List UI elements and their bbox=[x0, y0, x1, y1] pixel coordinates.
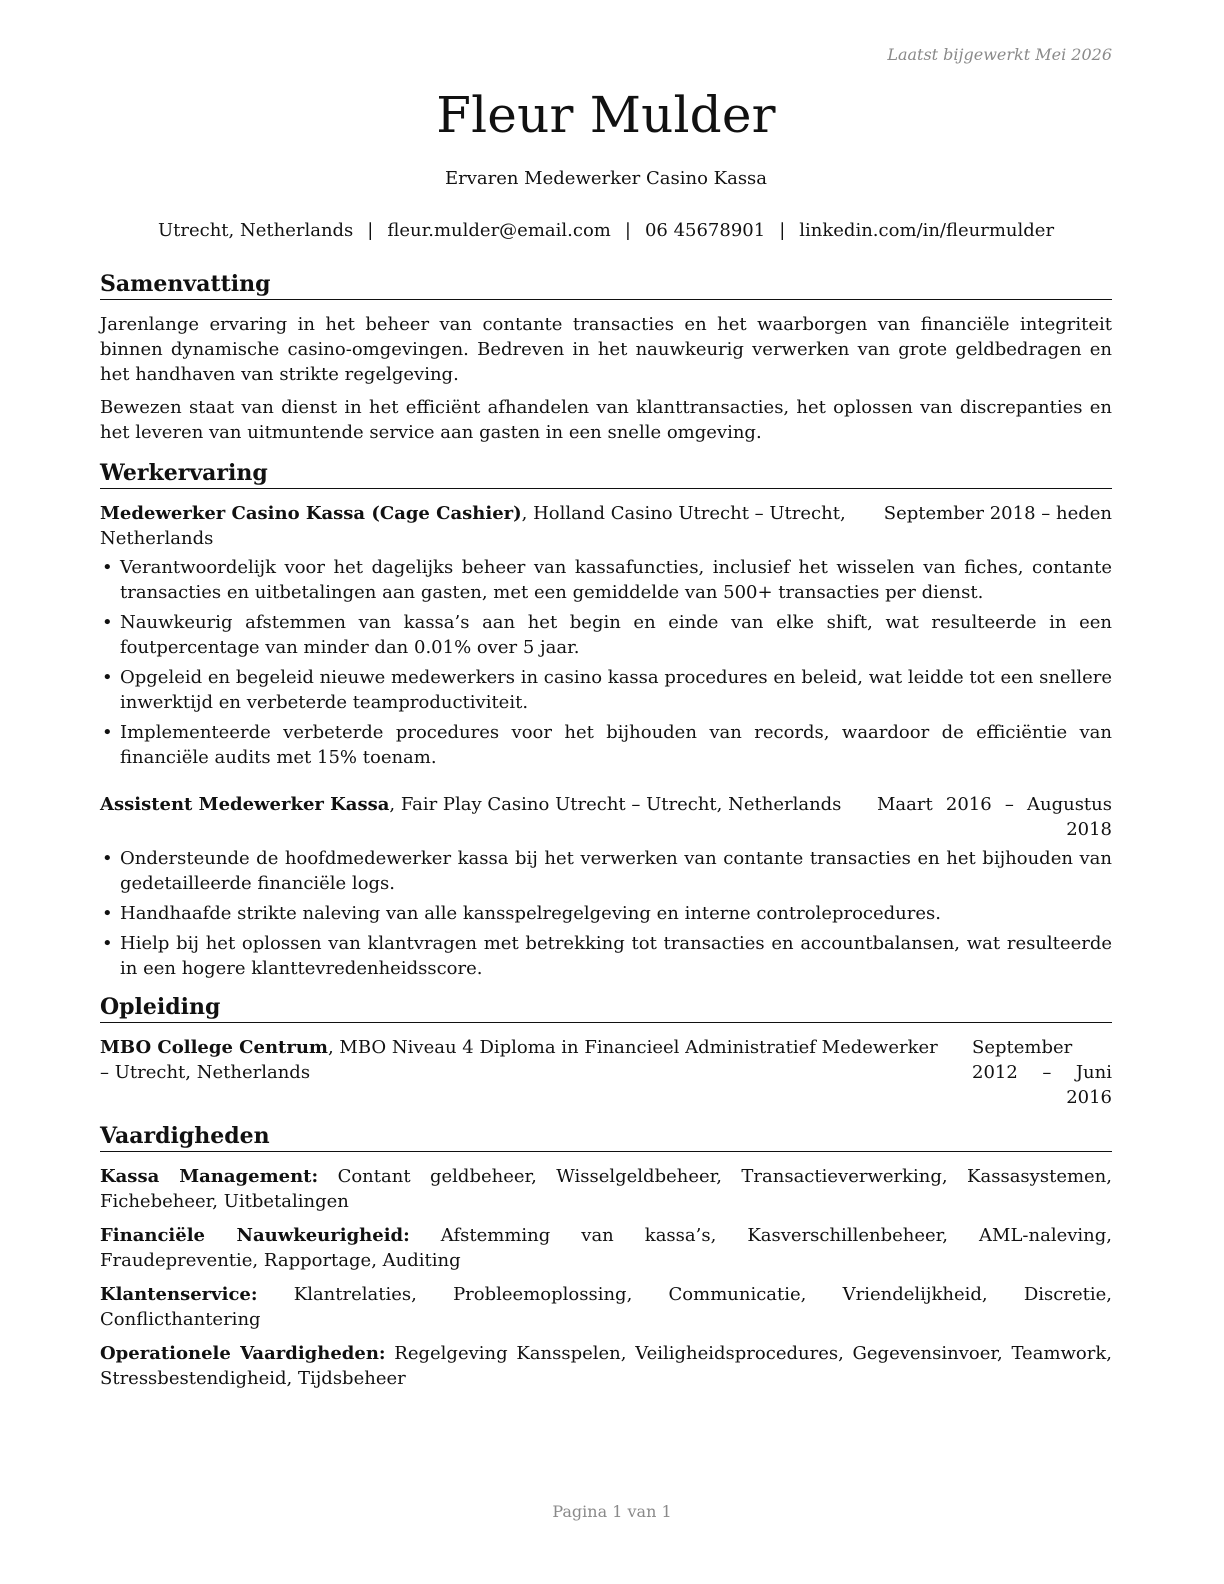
skill-group-label: Kassa Management: bbox=[100, 1166, 319, 1187]
candidate-name: Fleur Mulder bbox=[436, 86, 776, 144]
job-role: Medewerker Casino Kassa (Cage Cashier) bbox=[100, 503, 522, 524]
skills-list bbox=[100, 1164, 1112, 1391]
contact-separator: | bbox=[624, 220, 631, 241]
job-entry bbox=[100, 501, 1112, 770]
job-entry bbox=[100, 792, 1112, 981]
list-item bbox=[100, 720, 1112, 770]
skill-group-items: Afstemming van kassa’s, Kasverschillenbeheer, AML-naleving, Fraudepreventie, Rapportage, Auditing bbox=[100, 1225, 1112, 1271]
bullet-icon: • bbox=[102, 557, 113, 578]
school-name: MBO College Centrum bbox=[100, 1037, 328, 1058]
bullet-text: Handhaafde strikte naleving van alle kansspelregelgeving en interne controleprocedures. bbox=[120, 903, 941, 924]
summary-heading: Samenvatting bbox=[100, 270, 1112, 300]
bullet-text: Implementeerde verbeterde procedures voor het bijhouden van records, waardoor de efficiëntie van financiële audits met 15% toenam. bbox=[120, 722, 1112, 768]
experience-heading: Werkervaring bbox=[100, 459, 1112, 489]
job-org: , Holland Casino Utrecht – Utrecht, Netherlands bbox=[100, 503, 846, 549]
bullet-icon: • bbox=[102, 903, 113, 924]
bullet-icon: • bbox=[102, 848, 113, 869]
education-line bbox=[100, 1035, 952, 1085]
list-item bbox=[100, 555, 1112, 605]
job-bullets bbox=[100, 555, 1112, 770]
bullet-icon: • bbox=[102, 612, 113, 633]
contact-email[interactable]: fleur.mulder@email.com bbox=[387, 220, 611, 241]
contact-location: Utrecht, Netherlands bbox=[157, 220, 354, 241]
summary-paragraph: Bewezen staat van dienst in het efficiënt afhandelen van klanttransacties, het oplossen van discrepanties en het leveren van uitmuntende service aan gasten in een snelle omgeving. bbox=[100, 397, 1112, 443]
list-item bbox=[100, 901, 1112, 926]
bullet-text: Hielp bij het oplossen van klantvragen met betrekking tot transacties en accountbalansen, wat resulteerde in een hogere klanttevredenheidsscore. bbox=[120, 933, 1112, 979]
contact-separator: | bbox=[367, 220, 374, 241]
skill-group-label: Operationele Vaardigheden: bbox=[100, 1343, 386, 1364]
job-org: , Fair Play Casino Utrecht – Utrecht, Netherlands bbox=[389, 794, 842, 815]
last-updated: Laatst bijgewerkt Mei 2026 bbox=[887, 45, 1112, 64]
job-bullets bbox=[100, 846, 1112, 981]
job-title-line bbox=[100, 792, 857, 817]
job-header bbox=[100, 792, 1112, 842]
education-dates: September 2012 – Juni 2016 bbox=[972, 1037, 1112, 1108]
skill-group bbox=[100, 1341, 1112, 1391]
education-entry bbox=[100, 1035, 1112, 1110]
contact-line bbox=[100, 220, 1112, 241]
skill-group-label: Klantenservice: bbox=[100, 1284, 258, 1305]
job-title-line bbox=[100, 501, 864, 551]
skill-group bbox=[100, 1223, 1112, 1273]
bullet-icon: • bbox=[102, 933, 113, 954]
job-role: Assistent Medewerker Kassa bbox=[100, 794, 390, 815]
candidate-headline: Ervaren Medewerker Casino Kassa bbox=[444, 168, 768, 189]
skill-group-items: Contant geldbeheer, Wisselgeldbeheer, Transactieverwerking, Kassasystemen, Fichebeheer, Uitbetalingen bbox=[100, 1166, 1112, 1212]
job-dates: Maart 2016 – Augustus 2018 bbox=[877, 794, 1112, 840]
list-item bbox=[100, 931, 1112, 981]
list-item bbox=[100, 846, 1112, 896]
resume-content bbox=[100, 270, 1112, 1400]
job-dates: September 2018 – heden bbox=[883, 503, 1112, 524]
bullet-text: Verantwoordelijk voor het dagelijks beheer van kassafuncties, inclusief het wisselen van fiches, contante transacties en uitbetalingen aan gasten, met een gemiddelde van 500+ transacties per dienst. bbox=[120, 557, 1112, 603]
bullet-icon: • bbox=[102, 722, 113, 743]
education-header bbox=[100, 1035, 1112, 1110]
bullet-text: Opgeleid en begeleid nieuwe medewerkers in casino kassa procedures en beleid, wat leidde tot een snellere inwerktijd en verbeterde teamproductiviteit. bbox=[120, 667, 1112, 713]
skill-group-items: Regelgeving Kansspelen, Veiligheidsprocedures, Gegevensinvoer, Teamwork, Stressbestendigheid, Tijdsbeheer bbox=[100, 1343, 1112, 1389]
page-number: Pagina 1 van 1 bbox=[552, 1502, 672, 1521]
skill-group-label: Financiële Nauwkeurigheid: bbox=[100, 1225, 410, 1246]
job-header bbox=[100, 501, 1112, 551]
bullet-text: Nauwkeurig afstemmen van kassa’s aan het begin en einde van elke shift, wat resulteerde in een foutpercentage van minder dan 0.01% over 5 jaar. bbox=[120, 612, 1112, 658]
education-heading: Opleiding bbox=[100, 993, 1112, 1023]
education-detail: , MBO Niveau 4 Diploma in Financieel Administratief Medewerker – Utrecht, Netherlands bbox=[100, 1037, 938, 1083]
skills-heading: Vaardigheden bbox=[100, 1122, 1112, 1152]
bullet-icon: • bbox=[102, 667, 113, 688]
list-item bbox=[100, 665, 1112, 715]
skill-group bbox=[100, 1164, 1112, 1214]
skill-group bbox=[100, 1282, 1112, 1332]
contact-linkedin[interactable]: linkedin.com/in/fleurmulder bbox=[799, 220, 1055, 241]
contact-separator: | bbox=[779, 220, 786, 241]
bullet-text: Ondersteunde de hoofdmedewerker kassa bij het verwerken van contante transacties en het bijhouden van gedetailleerde financiële logs. bbox=[120, 848, 1112, 894]
skill-group-items: Klantrelaties, Probleemoplossing, Communicatie, Vriendelijkheid, Discretie, Conflicthantering bbox=[100, 1284, 1112, 1330]
contact-phone[interactable]: 06 45678901 bbox=[644, 220, 766, 241]
list-item bbox=[100, 610, 1112, 660]
summary-paragraph: Jarenlange ervaring in het beheer van contante transacties en het waarborgen van financiële integriteit binnen dynamische casino-omgevingen. Bedreven in het nauwkeurig verwerken van grote geldbedragen en het handhaven van strikte regelgeving. bbox=[100, 314, 1112, 385]
